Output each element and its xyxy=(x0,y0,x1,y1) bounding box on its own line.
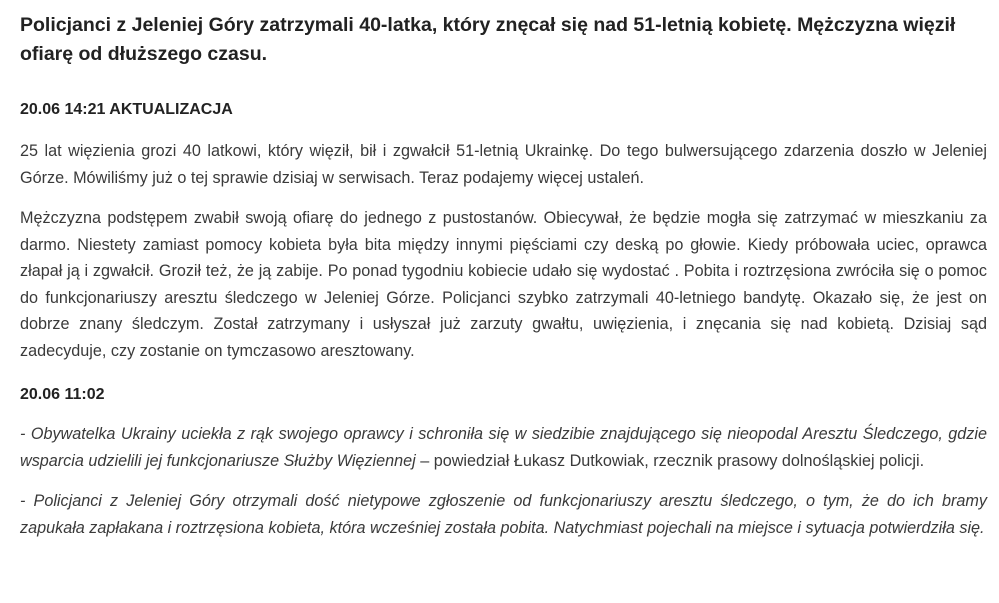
article-headline: Policjanci z Jeleniej Góry zatrzymali 40-latka, który znęcał się nad 51-letnią kobietę. Mężczyzna więził ofiarę od dłuższego czasu. xyxy=(20,14,956,65)
article-paragraph: 25 lat więzienia grozi 40 latkowi, który więził, bił i zgwałcił 51-letnią Ukrainkę. Do tego bulwersującego zdarzenia doszło w Jeleniej Górze. Mówiliśmy już o tej sprawie dzisiaj w serwisach. Teraz podajemy więcej ustaleń. xyxy=(20,142,987,187)
quote-paragraph xyxy=(20,488,987,541)
quote-text: - Obywatelka Ukrainy uciekła z rąk swojego oprawcy i schroniła się w siedzibie znajdującego się nieopodal Aresztu Śledczego, gdzie wsparcia udzielili jej funkcjonariusze Służby Więziennej xyxy=(20,425,987,470)
article-body xyxy=(20,0,987,541)
quote-text: - Policjanci z Jeleniej Góry otrzymali dość nietypowe zgłoszenie od funkcjonariuszy aresztu śledczego, o tym, że do ich bramy zapukała zapłakana i roztrzęsiona kobieta, która wcześniej została pobita. Natychmiast pojechali na miejsce i sytuacja potwierdziła się. xyxy=(20,492,987,537)
update-timestamp-2: 20.06 11:02 xyxy=(20,386,105,403)
quote-attribution: – powiedział Łukasz Dutkowiak, rzecznik prasowy dolnośląskiej policji. xyxy=(415,451,925,470)
update-timestamp-1: 20.06 14:21 AKTUALIZACJA xyxy=(20,101,233,118)
quote-paragraph xyxy=(20,421,987,474)
article-paragraph: Mężczyzna podstępem zwabił swoją ofiarę do jednego z pustostanów. Obiecywał, że będzie mogła się zatrzymać w mieszkaniu za darmo. Niestety zamiast pomocy kobieta była bita między innymi pięściami czy deską po głowie. Kiedy próbowała uciec, oprawca złapał ją i zgwałcił. Groził też, że ją zabije. Po ponad tygodniu kobiecie udało się wydostać . Pobita i roztrzęsiona zwróciła się o pomoc do funkcjonariuszy aresztu śledczego w Jeleniej Górze. Policjanci szybko zatrzymali 40-letniego bandytę. Okazało się, że jest on dobrze znany śledczym. Został zatrzymany i usłyszał już zarzuty gwałtu, uwięzienia, i znęcania się nad kobietą. Dzisiaj sąd zadecyduje, czy zostanie on tymczasowo aresztowany. xyxy=(20,209,987,360)
